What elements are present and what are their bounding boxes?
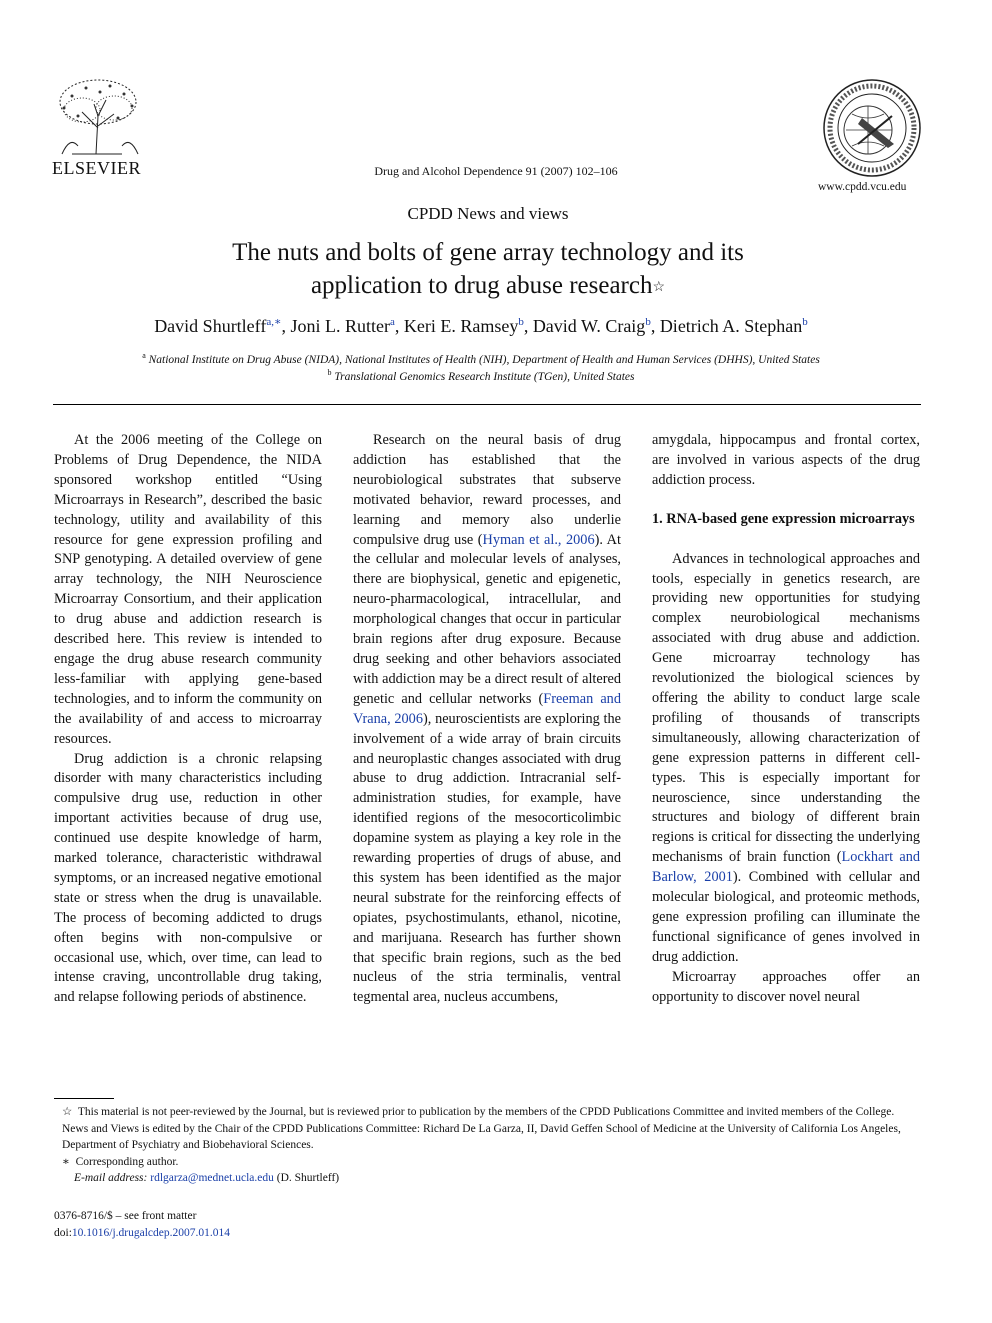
- body-text: ), neuroscientists are exploring the involvement of a wide array of brain circuits and neuroplastic changes associated with drug abuse to drug addiction. Intracranial self-administration studies, for example, have identified regions of the mesocorticolimbic dopamine system as playing a key role in the rewarding properties of drugs of abuse, and this system has been identified as the major neural substrate for the reinforcing effects of opiates, psychostimulants, ethanol, nicotine, and marijuana. Research has further shown that specific brain regions, such as the bed nucleus of the stria terminalis, ventral tegmental area, nucleus accumbens,: [353, 710, 621, 1006]
- footnote-mark: ∗: [62, 1155, 70, 1168]
- body-text: ). Combined with cellular and molecular biological, and proteomic methods, gene expression profiling can illuminate the functional significance of genes involved in drug addiction.: [652, 869, 921, 965]
- author-separator: ,: [394, 316, 404, 336]
- author-name: Keri E. Ramsey: [403, 316, 519, 336]
- corresponding-footnote: [54, 1154, 922, 1171]
- affiliation-a: [0, 351, 962, 366]
- author-separator: ,: [281, 316, 291, 336]
- issn-line: 0376-8716/$ – see front matter: [54, 1210, 197, 1222]
- author-name: Joni L. Rutter: [290, 316, 390, 336]
- citation-link[interactable]: Lockhart and Barlow, 2001: [652, 849, 920, 886]
- title-footnote: [54, 1104, 922, 1154]
- affiliation-mark: a: [142, 351, 146, 360]
- body-text: Advances in technological approaches and tools, especially in genetics research, are providing new opportunities for studying complex neurobiological mechanisms associated with drug abuse and addiction. Gene microarray technology has revolutionized the biological sciences by offering the ability to conduct large scale profiling of thousands of transcripts simultaneously, allowing characterization of gene expression patterns in different cell-types. This is especially important for neuroscience, since understanding the structures and biology of different brain regions is critical for dissecting the underlying mechanisms of brain function (: [652, 550, 920, 866]
- body-paragraph: At the 2006 meeting of the College on Problems of Drug Dependence, the NIDA sponsored workshop entitled “Using Microarrays in Research”, described the basic technology, utility and availability of this resource for gene expression profiling and SNP genotyping. A detailed overview of gene array technology, the NIH Neuroscience Microarray Consortium, and their application to drug abuse and addiction research is described here. This review is intended to engage the drug abuse research community less-familiar with applying gene-based technologies, and to inform the community on the availability of and access to microarray resources.: [54, 432, 322, 747]
- doi-link[interactable]: 10.1016/j.drugalcdep.2007.01.014: [71, 1226, 230, 1239]
- affiliation-text: National Institute on Drug Abuse (NIDA), National Institutes of Health (NIH), Department of Health and Human Services (DHHS), United States: [148, 353, 820, 366]
- author-affil-mark[interactable]: b: [518, 316, 524, 328]
- email-owner: (D. Shurtleff): [276, 1172, 340, 1184]
- publisher-name: ELSEVIER: [52, 158, 141, 178]
- author-name: David Shurtleff: [154, 316, 267, 336]
- society-url[interactable]: www.cpdd.vcu.edu: [818, 181, 907, 193]
- author-name: Dietrich A. Stephan: [659, 316, 803, 336]
- front-matter: [54, 1208, 230, 1241]
- body-column-2: [353, 431, 621, 1008]
- body-paragraph: amygdala, hippocampus and frontal cortex, are involved in various aspects of the drug addiction process.: [652, 432, 920, 488]
- author-affil-mark[interactable]: a: [389, 316, 395, 328]
- affiliation-mark: b: [327, 368, 332, 377]
- footnote-divider: [54, 1098, 114, 1099]
- footnote-mark: ☆: [62, 1106, 73, 1118]
- author-name: David W. Craig: [532, 316, 646, 336]
- title-note-mark[interactable]: ☆: [652, 280, 666, 295]
- doi-label: doi:: [54, 1226, 72, 1239]
- article-title: [150, 236, 826, 302]
- author-affil-mark[interactable]: b: [645, 316, 651, 328]
- footnotes: [54, 1104, 922, 1187]
- footnote-text: Corresponding author.: [75, 1155, 179, 1168]
- title-line-1: The nuts and bolts of gene array technology and its: [232, 239, 744, 266]
- body-column-1: [54, 431, 322, 1008]
- author-list: [0, 315, 962, 337]
- author-affil-mark[interactable]: b: [802, 316, 808, 328]
- body-paragraph: [353, 431, 621, 1008]
- affiliation-b: [0, 368, 962, 383]
- cpdd-seal-icon: [822, 78, 922, 178]
- journal-citation: Drug and Alcohol Dependence 91 (2007) 102–106: [374, 164, 618, 178]
- citation-link[interactable]: Hyman et al., 2006: [482, 531, 595, 548]
- author-affil-mark[interactable]: a,∗: [266, 316, 282, 328]
- title-line-2: application to drug abuse research: [310, 272, 653, 299]
- email-footnote: [54, 1170, 922, 1187]
- body-text: Research on the neural basis of drug addiction has established that the neurobiological substrates that subserve motivated behavior, reward processes, and learning and memory also underlie compulsive drug use (: [353, 432, 621, 548]
- body-paragraph: Microarray approaches offer an opportunity to discover novel neural: [652, 968, 920, 1005]
- body-text: ). At the cellular and molecular levels of analyses, there are biophysical, genetic and epigenetic, neuro-pharmacological, intracellular, and morphological changes that occur in particular brain regions after drug exposure. Because drug seeking and other behaviors associated with addiction may be a direct result of altered genetic and cellular networks (: [353, 531, 621, 707]
- author-separator: ,: [523, 316, 533, 336]
- author-separator: ,: [650, 316, 660, 336]
- body-paragraph: [652, 550, 920, 968]
- header-divider: [53, 404, 921, 405]
- email-link[interactable]: rdlgarza@mednet.ucla.edu: [150, 1172, 274, 1184]
- doi-line: [54, 1225, 230, 1242]
- section-kicker: CPDD News and views: [407, 204, 569, 223]
- body-column-3: [652, 431, 920, 1007]
- citation-link[interactable]: Freeman and Vrana, 2006: [353, 690, 621, 727]
- affiliation-text: Translational Genomics Research Institute (TGen), United States: [334, 370, 635, 383]
- body-paragraph: Drug addiction is a chronic relapsing disorder with many characteristics including compulsive drug use, reduction in other important activities because of drug use, continued use despite knowledge of harm, marked tolerance, characteristic withdrawal symptoms, or an increased negative emotional state or stress when the drug is unavailable. The process of becoming addicted to drugs often begins with non-compulsive or occasional use, which, over time, can lead to intense craving, uncontrollable drug taking, and relapse following periods of abstinence.: [54, 750, 322, 1006]
- email-label: E-mail address:: [74, 1172, 148, 1184]
- footnote-text: This material is not peer-reviewed by the Journal, but is reviewed prior to publication by the members of the CPDD Publications Committee and invited members of the College. News and Views is edited by the Chair of the CPDD Publications Committee: Richard De La Garza, II, David Geffen School of Medicine at the University of California Los Angeles, Department of Psychiatry and Biobehavioral Sciences.: [62, 1106, 901, 1151]
- section-heading: 1. RNA-based gene expression microarrays: [652, 510, 915, 527]
